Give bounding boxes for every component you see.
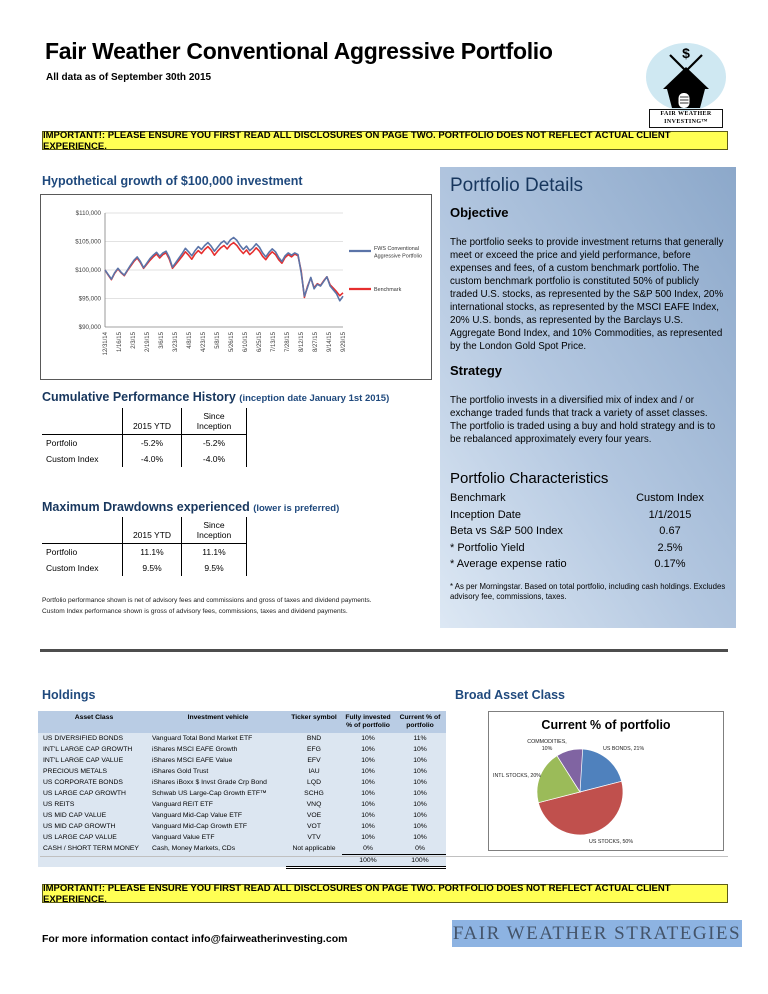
drawdowns-table (42, 517, 247, 576)
holdings-cell: 10% (394, 832, 446, 843)
holdings-cell: 10% (394, 744, 446, 755)
logo-dollar-icon: $ (682, 45, 690, 61)
holdings-cell: SCHG (286, 788, 342, 799)
x-axis-label: 5/26/15 (229, 332, 236, 353)
characteristic-value: 2.5% (657, 541, 683, 554)
legend-label: FWS Conventional (374, 246, 419, 252)
panel-title: Portfolio Details (450, 175, 584, 196)
holdings-row (38, 766, 446, 777)
x-axis-label: 3/6/15 (159, 332, 166, 349)
cell-value: -5.2% (182, 435, 247, 452)
characteristic-label: Beta vs S&P 500 Index (450, 525, 563, 538)
holdings-cell: BND (286, 733, 342, 744)
x-axis-label: 9/14/15 (327, 332, 334, 353)
x-axis-label: 7/28/15 (285, 332, 292, 353)
holdings-row (38, 843, 446, 855)
as-of-date: All data as of September 30th 2015 (46, 72, 212, 83)
characteristic-value: Custom Index (636, 492, 704, 505)
performance-heading-text: Cumulative Performance History (42, 390, 236, 404)
y-axis-label: $110,000 (75, 210, 101, 218)
total-fully-invested: 100% (342, 854, 394, 867)
label-us-stocks: US STOCKS, 50% (589, 839, 634, 845)
col-current-pct: Current % of portfolio (394, 711, 446, 733)
holdings-cell: 0% (342, 843, 394, 855)
table-header-row (42, 517, 247, 544)
page-title: Fair Weather Conventional Aggressive Portfolio (45, 38, 553, 64)
col-fully-invested: Fully invested % of portfolio (342, 711, 394, 733)
holdings-cell: 10% (394, 799, 446, 810)
growth-chart (40, 194, 432, 380)
holdings-row (38, 733, 446, 744)
drawdowns-heading-text: Maximum Drawdowns experienced (42, 500, 250, 514)
characteristic-value: 0.17% (654, 558, 686, 571)
holdings-cell: VNQ (286, 799, 342, 810)
x-axis-label: 1/16/15 (117, 332, 124, 353)
col-ticker-symbol: Ticker symbol (286, 711, 342, 733)
holdings-heading: Holdings (42, 688, 96, 702)
x-axis-label: 6/25/15 (257, 332, 264, 353)
performance-table (42, 408, 247, 467)
holdings-cell: US CORPORATE BONDS (38, 777, 150, 788)
holdings-row (38, 777, 446, 788)
cell-value: 11.1% (123, 544, 182, 561)
row-label: Custom Index (46, 454, 99, 464)
footnote-line: Custom Index performance shown is gross of advisory fees, commissions, taxes and dividend payments. (42, 607, 348, 615)
col-since-inception: Since Inception (182, 408, 247, 435)
table-row (42, 435, 247, 452)
objective-text: The portfolio seeks to provide investment returns that generally meet or exceed the price and yield performance, before expenses and fees, of a custom benchmark portfolio. The custom benchmark portfolio is constituted 50% of publicly traded U.S. stocks, as represented by the S&P 500 Index, 20% international stocks, as represented by the MSCI EAFE Index, 20% U.S. bonds, as represented by the Barclays U.S. Aggregate Bond Index, and 10% Commodities, as represented by the London Gold Spot Price. (450, 237, 724, 353)
holdings-cell: 10% (394, 777, 446, 788)
holdings-cell: 10% (342, 755, 394, 766)
holdings-cell: 10% (394, 788, 446, 799)
holdings-row (38, 832, 446, 843)
holdings-cell: US DIVERSIFIED BONDS (38, 733, 150, 744)
characteristic-row (450, 540, 726, 557)
holdings-cell: 10% (342, 799, 394, 810)
col-since-inception: Since Inception (182, 517, 247, 544)
x-axis-label: 2/19/15 (145, 332, 152, 353)
table-row (42, 560, 247, 576)
cell-value: -4.0% (123, 451, 182, 467)
x-axis-label: 12/31/14 (103, 332, 110, 356)
broad-asset-heading: Broad Asset Class (455, 688, 565, 702)
holdings-cell: EFV (286, 755, 342, 766)
holdings-row (38, 744, 446, 755)
pie-title: Current % of portfolio (541, 718, 671, 732)
objective-heading: Objective (450, 205, 509, 220)
holdings-cell: 10% (342, 777, 394, 788)
y-axis-label: $105,000 (75, 238, 101, 246)
characteristic-label: * Average expense ratio (450, 558, 567, 571)
disclosure-banner-bottom: IMPORTANT!: PLEASE ENSURE YOU FIRST READ ALL DISCLOSURES ON PAGE TWO. PORTFOLIO DOES NOT REFLECT ACTUAL CLIENT EXPERIENCE. (42, 884, 728, 903)
holdings-row (38, 821, 446, 832)
holdings-cell: Vanguard REIT ETF (150, 799, 286, 810)
col-2015-ytd: 2015 YTD (123, 408, 182, 435)
fws-conventional-aggressive-portfolio-line (105, 238, 343, 301)
characteristic-row (450, 507, 726, 524)
holdings-table (38, 711, 446, 869)
x-axis-label: 5/8/15 (215, 332, 222, 349)
characteristic-label: * Portfolio Yield (450, 541, 525, 554)
holdings-cell: Not applicable (286, 843, 342, 855)
holdings-cell: US LARGE CAP VALUE (38, 832, 150, 843)
holdings-header-row (38, 711, 446, 733)
windmill-logo-icon (640, 42, 732, 112)
legend-label: Aggressive Portfolio (374, 253, 422, 260)
col-asset-class: Asset Class (38, 711, 150, 733)
holdings-cell: 10% (394, 810, 446, 821)
x-axis-label: 4/8/15 (187, 332, 194, 349)
holdings-cell: US MID CAP GROWTH (38, 821, 150, 832)
holdings-cell: iShares MSCI EAFE Value (150, 755, 286, 766)
growth-line-chart (41, 195, 431, 379)
label-commodities: COMMODITIES, (527, 739, 567, 745)
logo-caption-line2: INVESTING™ (664, 118, 708, 125)
fair-weather-investing-logo (634, 42, 738, 128)
holdings-cell: 10% (342, 766, 394, 777)
holdings-cell: 10% (342, 733, 394, 744)
asset-pie-chart (489, 712, 723, 850)
row-label: Custom Index (46, 563, 99, 573)
holdings-cell: iShares Gold Trust (150, 766, 286, 777)
holdings-cell: 10% (394, 821, 446, 832)
holdings-cell: US REITS (38, 799, 150, 810)
holdings-cell: CASH / SHORT TERM MONEY (38, 843, 150, 855)
holdings-cell: iShares MSCI EAFE Growth (150, 744, 286, 755)
x-axis-label: 8/12/15 (299, 332, 306, 353)
holdings-cell: 10% (342, 821, 394, 832)
characteristic-label: Benchmark (450, 492, 506, 505)
logo-caption (649, 109, 723, 128)
x-axis-label: 9/29/15 (341, 332, 348, 353)
holdings-row (38, 788, 446, 799)
holdings-cell: Vanguard Total Bond Market ETF (150, 733, 286, 744)
portfolio-details-panel (440, 167, 736, 628)
table-row (42, 544, 247, 561)
characteristics-footnote: * As per Morningstar. Based on total portfolio, including cash holdings. Excludes advisory fee, commissions, taxes. (450, 581, 726, 601)
characteristics-heading: Portfolio Characteristics (450, 470, 609, 488)
y-axis-label: $95,000 (78, 295, 101, 303)
characteristic-value: 1/1/2015 (648, 508, 692, 521)
holdings-cell: 10% (342, 788, 394, 799)
characteristic-row (450, 490, 726, 507)
y-axis-label: $90,000 (78, 324, 101, 332)
holdings-cell: PRECIOUS METALS (38, 766, 150, 777)
section-divider (40, 649, 728, 652)
holdings-cell: EFG (286, 744, 342, 755)
pie (537, 749, 623, 835)
cell-value: -5.2% (123, 435, 182, 452)
holdings-cell: VOT (286, 821, 342, 832)
holdings-cell: INT'L LARGE CAP GROWTH (38, 744, 150, 755)
contact-info: For more information contact info@fairweatherinvesting.com (42, 933, 348, 945)
holdings-row (38, 755, 446, 766)
table-header-row (42, 408, 247, 435)
footnote-line: Portfolio performance shown is net of advisory fees and commissions and gross of taxes and dividend payments. (42, 597, 372, 604)
logo-caption-line1: FAIR WEATHER (660, 111, 712, 117)
holdings-cell: Vanguard Value ETF (150, 832, 286, 843)
holdings-cell: 0% (394, 843, 446, 855)
performance-heading-note: (inception date January 1st 2015) (239, 393, 390, 404)
table-row (42, 451, 247, 467)
row-label: Portfolio (46, 438, 78, 448)
holdings-cell: 10% (342, 810, 394, 821)
footer-divider (40, 856, 728, 857)
characteristic-value: 0.67 (659, 525, 681, 538)
holdings-cell: US LARGE CAP GROWTH (38, 788, 150, 799)
y-axis-label: $100,000 (75, 267, 101, 275)
strategy-heading: Strategy (450, 363, 503, 379)
holdings-cell: Vanguard Mid-Cap Value ETF (150, 810, 286, 821)
holdings-cell: US MID CAP VALUE (38, 810, 150, 821)
x-axis-label: 2/3/15 (131, 332, 138, 349)
cell-value: 9.5% (123, 560, 182, 576)
cell-value: -4.0% (182, 451, 247, 467)
holdings-cell: iShares iBoxx $ Invst Grade Crp Bond (150, 777, 286, 788)
col-2015-ytd: 2015 YTD (123, 517, 182, 544)
performance-footnotes (42, 596, 372, 617)
x-axis-label: 4/23/15 (201, 332, 208, 353)
fair-weather-strategies-logo: FAIR WEATHER STRATEGIES (452, 920, 742, 947)
x-axis-label: 7/13/15 (271, 332, 278, 353)
holdings-row (38, 810, 446, 821)
total-current-pct: 100% (394, 854, 446, 867)
holdings-row (38, 799, 446, 810)
holdings-cell: INT'L LARGE CAP VALUE (38, 755, 150, 766)
x-axis-label: 6/10/15 (243, 332, 250, 353)
drawdowns-heading-note: (lower is preferred) (253, 503, 340, 514)
broad-asset-chart (488, 711, 724, 851)
holdings-cell: Schwab US Large-Cap Growth ETF™ (150, 788, 286, 799)
x-axis-label: 8/27/15 (313, 332, 320, 353)
holdings-cell: Cash, Money Markets, CDs (150, 843, 286, 855)
row-label: Portfolio (46, 547, 78, 557)
holdings-cell: IAU (286, 766, 342, 777)
disclosure-banner-top: IMPORTANT!: PLEASE ENSURE YOU FIRST READ ALL DISCLOSURES ON PAGE TWO. PORTFOLIO DOES NOT REFLECT ACTUAL CLIENT EXPERIENCE. (42, 131, 728, 150)
label-us-bonds: US BONDS, 21% (603, 746, 645, 752)
characteristic-row (450, 556, 726, 573)
holdings-cell: 10% (394, 766, 446, 777)
label-intl-stocks: INTL STOCKS, 20% (493, 773, 541, 779)
x-axis-label: 3/23/15 (173, 332, 180, 353)
holdings-cell: 10% (342, 744, 394, 755)
col-investment-vehicle: Investment vehicle (150, 711, 286, 733)
cell-value: 11.1% (182, 544, 247, 561)
drawdowns-heading (42, 500, 339, 514)
holdings-cell: VOE (286, 810, 342, 821)
characteristic-label: Inception Date (450, 508, 521, 521)
legend-label: Benchmark (374, 287, 402, 293)
growth-chart-heading: Hypothetical growth of $100,000 investment (42, 174, 303, 188)
holdings-cell: LQD (286, 777, 342, 788)
holdings-cell: 11% (394, 733, 446, 744)
strategy-text: The portfolio invests in a diversified mix of index and / or exchange traded funds that track a variety of asset classes. The portfolio is traded using a buy and hold strategy and is to be rebalanced approximately every four years. (450, 395, 716, 446)
holdings-cell: Vanguard Mid-Cap Growth ETF (150, 821, 286, 832)
characteristic-row (450, 523, 726, 540)
holdings-cell: VTV (286, 832, 342, 843)
label-commodities-pct: 10% (541, 746, 553, 752)
holdings-cell: 10% (342, 832, 394, 843)
cell-value: 9.5% (182, 560, 247, 576)
holdings-cell: 10% (394, 755, 446, 766)
performance-heading (42, 390, 389, 404)
